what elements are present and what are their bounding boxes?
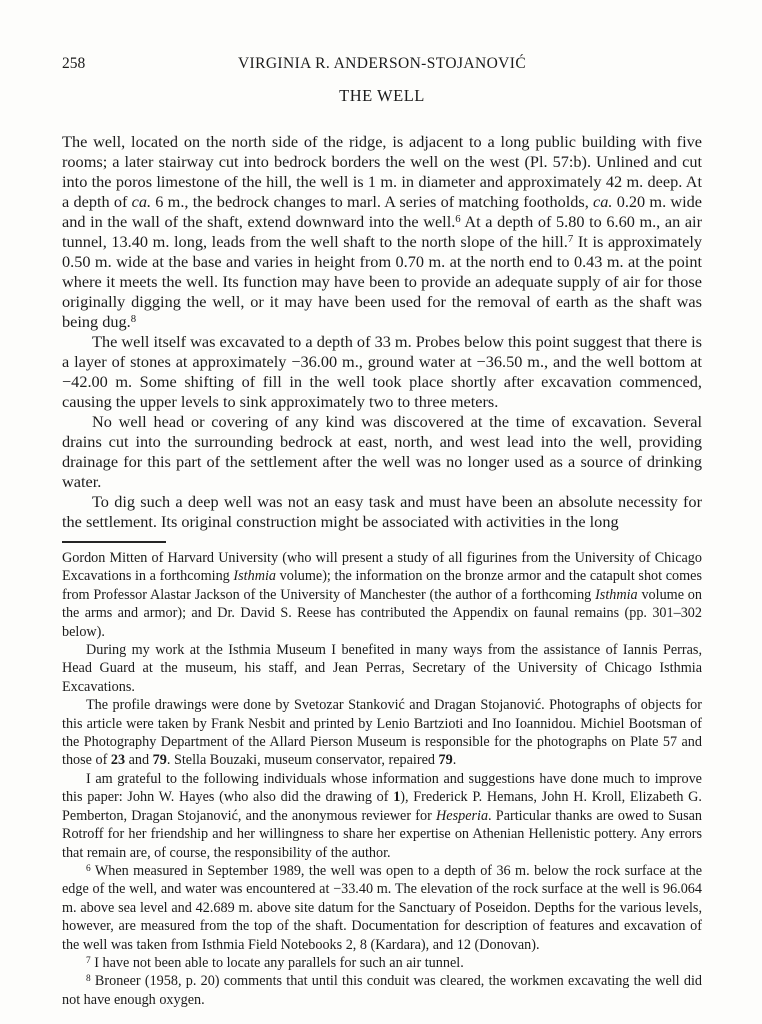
section-title: THE WELL	[339, 86, 425, 105]
page-number: 258	[62, 55, 86, 72]
page-header	[62, 55, 702, 73]
body-paragraph-4: To dig such a deep well was not an easy task and must have been an absolute necessity for the settlement. Its original construction might be associated with activities in the long	[62, 492, 702, 531]
body-paragraph-1: The well, located on the north side of the ridge, is adjacent to a long public building with five rooms; a later stairway cut into bedrock borders the well on the west (Pl. 57:b). Unlined and cut into the poros limestone of the hill, the well is 1 m. in diameter and approximately 42 m. deep. At a depth of ca. 6 m., the bedrock changes to marl. A series of matching footholds, ca. 0.20 m. wide and in the wall of the shaft, extend downward into the well.$^6$ At a depth of 5.80 to 6.60 m., an air tunnel, 13.40 m. long, leads from the well shaft to the north slope of the hill.$^7$ It is approximately 0.50 m. wide at the base and varies in height from 0.70 m. at the north end to 0.43 m. at the point where it meets the well. Its function may have been to provide an adequate supply of air for those originally digging the well, or it may have been used for the removal of earth as the shaft was being dug.$^8$	[62, 132, 703, 331]
footnote-6: $^6$ When measured in September 1989, the well was open to a depth of 36 m. below the rock surface at the edge of the well, and water was encountered at −33.40 m. The elevation of the rock surface at the well is 96.064 m. above sea level and 42.689 m. above site datum for the Sanctuary of Poseidon. Depths for the various levels, however, are measured from the top of the shaft. Documentation for description of features and excavation of the well was taken from Isthmia Field Notebooks 2, 8 (Kardara), and 12 (Donovan).	[62, 862, 702, 953]
body-text	[62, 132, 702, 532]
footnote-separator-rule	[62, 541, 166, 543]
body-paragraph-3: No well head or covering of any kind was discovered at the time of excavation. Several drains cut into the surrounding bedrock at east, north, and west lead into the well, providing drainage for this part of the settlement after the well was no longer used as a source of drinking water.	[62, 412, 702, 491]
footnote-7: $^7$ I have not been able to locate any parallels for such an air tunnel.	[86, 954, 464, 971]
footnote-8: $^8$ Broneer (1958, p. 20) comments that until this conduit was cleared, the workmen excavating the well did not have enough oxygen.	[62, 973, 702, 1008]
footnote-acknowledgment-2: The profile drawings were done by Svetozar Stanković and Dragan Stojanović. Photographs of objects for this article were taken by Frank Nesbit and printed by Lenio Bartzioti and Ino Ioannidou. Michiel Bootsman of the Photography Department of the Allard Pierson Museum is responsible for the photographs on Plate 57 and those of 23 and 79. Stella Bouzaki, museum conservator, repaired 79.	[62, 697, 702, 769]
page-content	[62, 0, 702, 1009]
body-paragraph-2: The well itself was excavated to a depth of 33 m. Probes below this point suggest that there is a layer of stones at approximately −36.00 m., ground water at −36.50 m., and the well bottom at −42.00 m. Some shifting of fill in the well took place shortly after excavation commenced, causing the upper levels to sink approximately two to three meters.	[62, 332, 702, 411]
footnotes-section	[62, 549, 702, 1009]
footnote-continuation: Gordon Mitten of Harvard University (who will present a study of all figurines from the University of Chicago Excavations in a forthcoming Isthmia volume); the information on the bronze armor and the catapult shot comes from Professor Alastar Jackson of the University of Manchester (the author of a forthcoming Isthmia volume on the arms and armor); and Dr. David S. Reese has contributed the Appendix on faunal remains (pp. 301–302 below).	[62, 550, 702, 640]
footnote-acknowledgment-1: During my work at the Isthmia Museum I benefited in many ways from the assistance of Iannis Perras, Head Guard at the museum, his staff, and Jean Perras, Secretary of the University of Chicago Isthmia Excavations.	[62, 642, 702, 695]
running-head: VIRGINIA R. ANDERSON-STOJANOVIĆ	[237, 55, 527, 72]
footnote-acknowledgment-3: I am grateful to the following individuals whose information and suggestions have done much to improve this paper: John W. Hayes (who also did the drawing of 1), Frederick P. Hemans, John H. Kroll, Elizabeth G. Pemberton, Dragan Stojanović, and the anonymous reviewer for Hesperia. Particular thanks are owed to Susan Rotroff for her friendship and her willingness to share her expertise on Athenian Hellenistic pottery. Any errors that remain are, of course, the responsibility of the author.	[62, 770, 702, 861]
